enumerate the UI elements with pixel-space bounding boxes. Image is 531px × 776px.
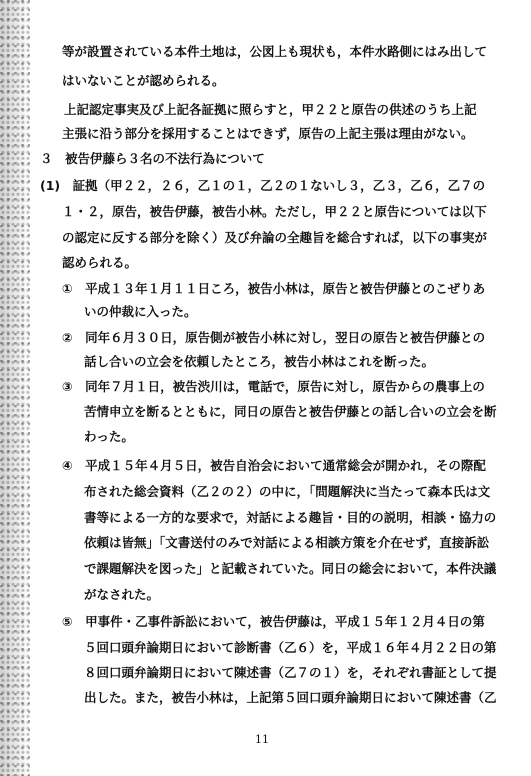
text-line: 布された総会資料（乙２の２）の中に，「問題解決に当たって森本氏は文	[84, 484, 491, 499]
text-line: いの仲裁に入った。	[84, 304, 197, 319]
text-line: で課題解決を図った」と記載されていた。同日の総会において，本件決議	[84, 561, 497, 576]
list-item: ② 同年６月３０日，原告側が被告小林に対し，翌日の原告と被告伊藤との	[62, 330, 486, 345]
text-line: 等が設置されている本件土地は，公図上も現状も，本件水路側にはみ出して	[62, 44, 488, 59]
text-line: がなされた。	[84, 587, 160, 602]
list-item: ⑤ 甲事件・乙事件訴訟において，被告伊藤は，平成１５年１２月４日の第	[62, 614, 485, 629]
list-item: ① 平成１３年１月１１日ころ，被告小林は，原告と被告伊藤とのこぜりあ	[62, 281, 486, 296]
text-line: (1) 証拠（甲２２，２６，乙１の１，乙２の１ないし３，乙３，乙６，乙７の	[40, 178, 486, 193]
section-heading: ３ 被告伊藤ら３名の不法行為について	[40, 151, 265, 166]
text-line: 認められる。	[62, 255, 138, 270]
text-line: わった。	[84, 429, 134, 444]
text-line: 話し合いの立会を依頼したところ，被告小林はこれを断った。	[84, 354, 435, 369]
page-number: 11	[255, 733, 269, 746]
text-line: ５回口頭弁論期日において診断書（乙６）を，平成１６年４月２２日の第	[84, 640, 497, 655]
text-line: 依頼は皆無」「文書送付のみで対話による相談方策を介在せず，直接訴訟	[84, 535, 490, 550]
text-line: ８回口頭弁論期日において陳述書（乙７の１）を，それぞれ書証として提	[84, 665, 497, 680]
text-line: 主張に沿う部分を採用することはできず，原告の上記主張は理由がない。	[62, 126, 474, 141]
text-line: はいないことが認められる。	[62, 73, 225, 88]
text-line: １・２，原告，被告伊藤，被告小林。ただし，甲２２と原告については以下	[62, 204, 487, 219]
text-line: 苦情申立を断るとともに，同日の原告と被告伊藤との話し合いの立会を断	[84, 404, 497, 419]
scan-edge-noise	[0, 0, 30, 776]
text-line: 上記認定事実及び上記各証拠に照らすと，甲２２と原告の供述のうち上記	[64, 102, 477, 117]
list-item: ③ 同年７月１日，被告渋川は，電話で，原告に対し，原告からの農事上の	[62, 379, 485, 394]
text-line: 出した。また，被告小林は，上記第５回口頭弁論期日において陳述書（乙	[84, 690, 497, 705]
text-line: の認定に反する部分を除く）及び弁論の全趣旨を総合すれば，以下の事実が	[62, 230, 488, 245]
list-item: ④ 平成１５年４月５日，被告自治会において通常総会が開かれ，その際配	[62, 458, 486, 473]
text-line: 書等による一方的な要求で，対話による趣旨・目的の説明，相談・協力の	[84, 510, 497, 525]
